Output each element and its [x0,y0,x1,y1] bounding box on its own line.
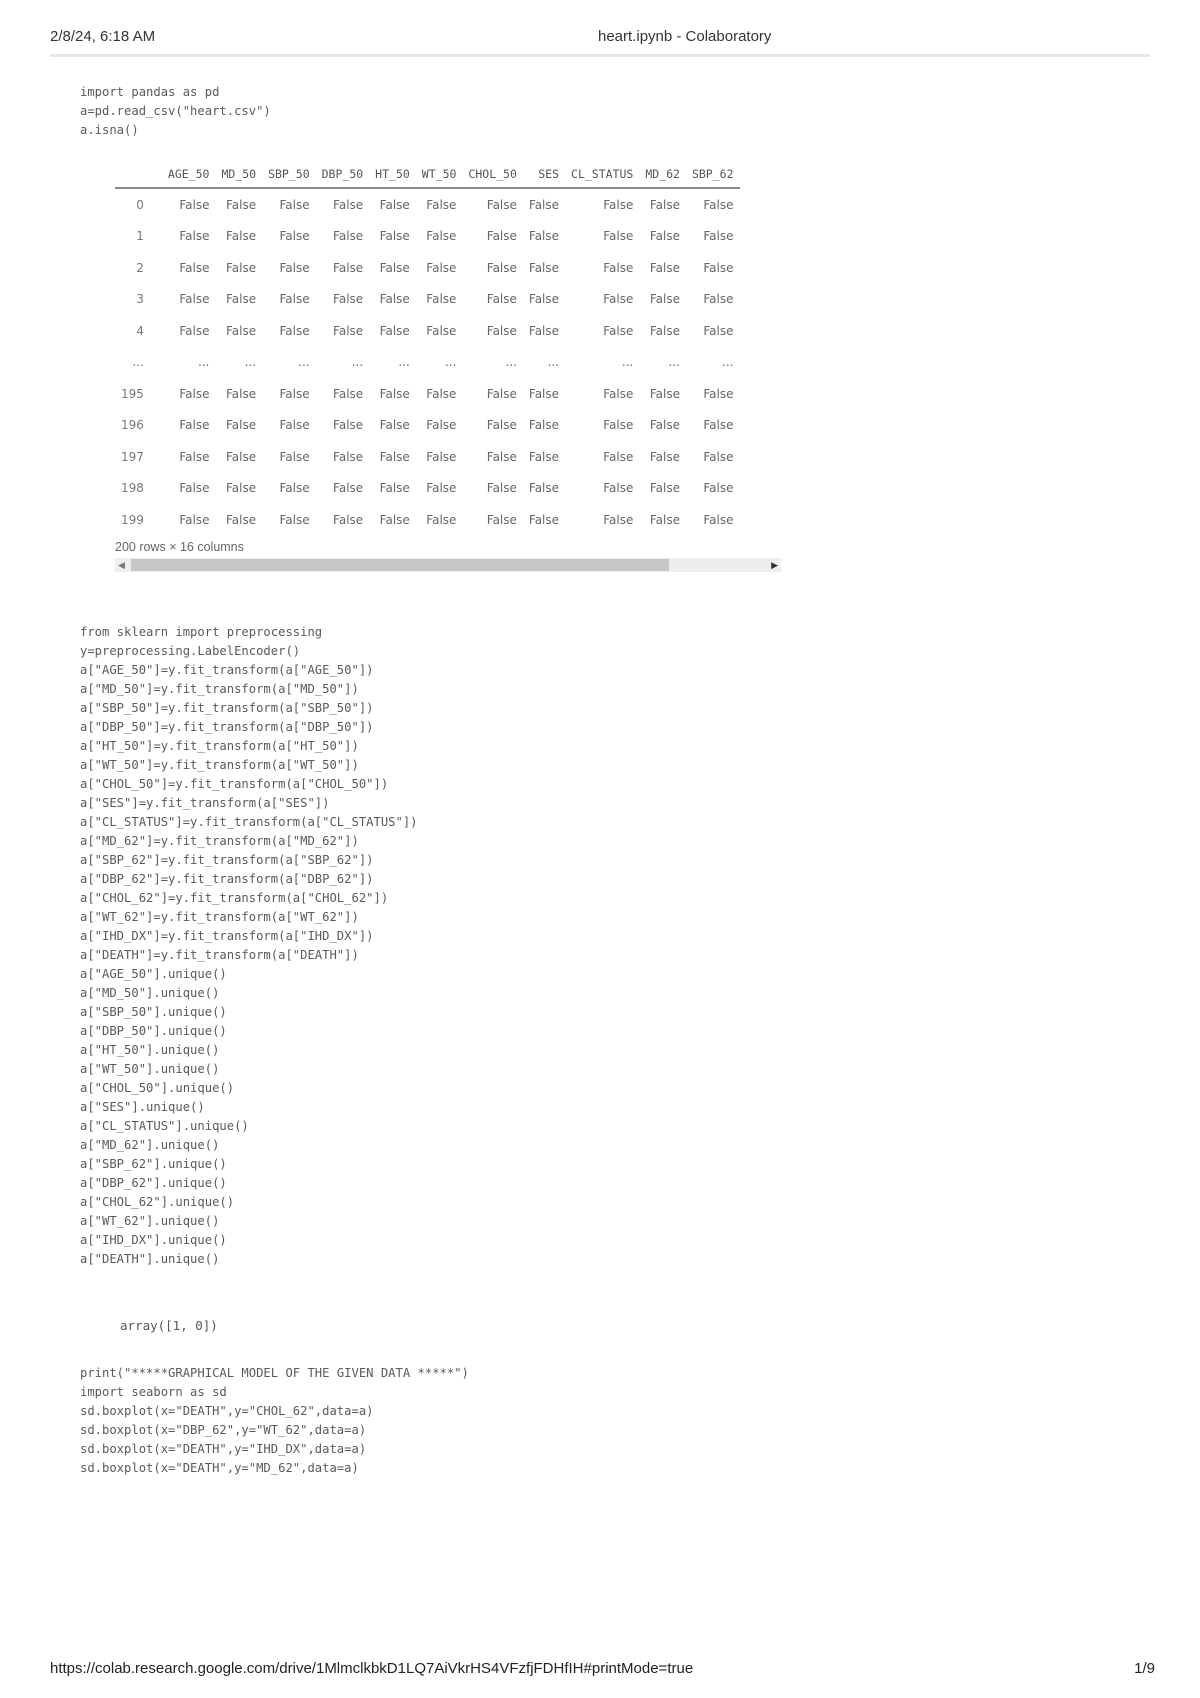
code-line: a["CL_STATUS"]=y.fit_transform(a["CL_STATUS"]) [80,815,418,829]
table-cell: False [603,481,634,496]
table-cell: False [426,197,457,212]
table-cell: False [486,260,517,275]
table-cell: False [279,418,310,433]
table-row [115,252,740,284]
row-index: 3 [136,292,144,307]
code-line: sd.boxplot(x="DEATH",y="IHD_DX",data=a) [80,1442,367,1456]
table-cell: ... [722,355,734,370]
table-cell: False [333,197,364,212]
table-cell: False [426,229,457,244]
code-line: sd.boxplot(x="DEATH",y="MD_62",data=a) [80,1461,359,1475]
index-header [115,160,162,188]
table-cell: False [179,418,210,433]
table-cell: ... [505,355,517,370]
table-cell: False [703,292,734,307]
table-cell: False [225,481,257,496]
table-cell: False [179,512,210,527]
table-cell: False [603,418,634,433]
table-cell: False [603,323,634,338]
row-index: 1 [136,229,144,244]
table-cell: False [649,512,680,527]
code-line: a["SES"]=y.fit_transform(a["SES"]) [80,796,330,810]
table-cell: False [279,197,310,212]
table-cell: False [279,481,310,496]
table-row [115,410,740,442]
table-cell: ... [244,355,257,370]
table-cell: False [528,260,560,275]
code-line: a["CHOL_62"].unique() [80,1195,235,1209]
table-row [115,315,740,347]
table-cell: False [333,512,364,527]
row-index: 2 [136,260,144,275]
code-line: from sklearn import preprocessing [80,625,323,639]
table-cell: ... [668,355,680,370]
column-header: SBP_62 [686,160,740,188]
code-line: import seaborn as sd [80,1385,227,1399]
table-cell: False [379,323,410,338]
code-line: a["MD_50"].unique() [80,986,220,1000]
code-line: a["SBP_50"].unique() [80,1005,227,1019]
table-cell: False [528,512,560,527]
table-cell: False [649,481,680,496]
table-cell: False [649,292,680,307]
column-header: DBP_50 [316,160,370,188]
row-index: 199 [121,512,144,527]
code-line: a["WT_62"].unique() [80,1214,220,1228]
table-cell: False [703,512,734,527]
code-line: a["DBP_62"]=y.fit_transform(a["DBP_62"]) [80,872,374,886]
code-line: print("*****GRAPHICAL MODEL OF THE GIVEN DATA *****") [80,1366,469,1380]
code-line: a["CHOL_62"]=y.fit_transform(a["CHOL_62"]) [80,891,389,905]
column-header: MD_62 [639,160,686,188]
header-divider [50,54,1150,57]
table-cell: False [528,418,560,433]
dataframe-shape-caption: 200 rows × 16 columns [115,539,244,554]
table-cell: False [179,292,210,307]
table-cell: False [333,449,364,464]
code-line: a["SBP_62"].unique() [80,1157,227,1171]
table-cell: False [703,260,734,275]
table-cell: False [225,292,257,307]
code-line: a["MD_50"]=y.fit_transform(a["MD_50"]) [80,682,359,696]
table-cell: False [486,292,517,307]
table-cell: False [703,481,734,496]
code-line: a["DBP_50"].unique() [80,1024,227,1038]
table-cell: False [379,512,410,527]
table-cell: False [426,323,457,338]
table-cell: False [528,386,560,401]
table-row [115,188,740,221]
table-cell: False [379,481,410,496]
table-cell: False [703,449,734,464]
table-cell: False [179,229,210,244]
table-cell: False [225,197,257,212]
table-cell: False [603,229,634,244]
table-cell: False [333,323,364,338]
scroll-left-icon[interactable]: ◀ [118,559,125,570]
code-cell-label-encoding[interactable] [80,623,418,1269]
table-cell: ... [298,355,310,370]
code-line: a["WT_50"].unique() [80,1062,220,1076]
table-row [115,504,740,536]
table-cell: False [279,386,310,401]
code-line: a["CL_STATUS"].unique() [80,1119,249,1133]
page-url: https://colab.research.google.com/drive/1MlmclkbkD1LQ7AiVkrHS4VFzfjFDHfIH#printMode=true [50,1660,694,1677]
code-line: a["AGE_50"]=y.fit_transform(a["AGE_50"]) [80,663,374,677]
table-cell: False [279,449,310,464]
table-cell: False [379,418,410,433]
table-cell: False [649,229,680,244]
table-cell: False [379,449,410,464]
table-cell: False [333,386,364,401]
table-row [115,347,740,379]
table-cell: False [279,512,310,527]
table-cell: False [486,418,517,433]
code-line: a["SBP_62"]=y.fit_transform(a["SBP_62"]) [80,853,374,867]
table-cell: False [603,292,634,307]
table-cell: False [179,197,210,212]
table-cell: False [333,418,364,433]
table-cell: False [379,229,410,244]
row-index: 196 [121,418,144,433]
table-cell: False [486,323,517,338]
code-cell-boxplots[interactable] [80,1364,469,1478]
code-line: a["MD_62"]=y.fit_transform(a["MD_62"]) [80,834,359,848]
table-cell: False [333,260,364,275]
table-row [115,221,740,253]
table-cell: False [333,481,364,496]
table-cell: False [379,260,410,275]
table-cell: ... [398,355,410,370]
code-line: y=preprocessing.LabelEncoder() [80,644,301,658]
code-line: a=pd.read_csv("heart.csv") [80,104,271,118]
table-cell: False [426,292,457,307]
row-index: 198 [121,481,144,496]
table-cell: False [225,323,257,338]
table-cell: False [703,229,734,244]
code-line: a["CHOL_50"]=y.fit_transform(a["CHOL_50"]) [80,777,389,791]
row-index: 0 [136,197,144,212]
code-line: a["DEATH"]=y.fit_transform(a["DEATH"]) [80,948,359,962]
table-cell: False [528,449,560,464]
dataframe-table [115,160,740,536]
table-cell: False [426,449,457,464]
table-cell: False [279,260,310,275]
table-cell: False [649,197,680,212]
table-cell: False [225,418,257,433]
table-cell: False [528,481,560,496]
table-cell: False [528,323,560,338]
column-header: MD_50 [215,160,262,188]
column-header: HT_50 [369,160,416,188]
code-line: a["WT_50"]=y.fit_transform(a["WT_50"]) [80,758,359,772]
table-cell: False [486,449,517,464]
table-cell: False [225,512,257,527]
table-cell: False [426,418,457,433]
code-line: a["DBP_62"].unique() [80,1176,227,1190]
code-line: a["SBP_50"]=y.fit_transform(a["SBP_50"]) [80,701,374,715]
table-cell: False [649,386,680,401]
table-cell: False [179,323,210,338]
table-cell: False [179,260,210,275]
dataframe-output [115,160,781,572]
table-cell: False [379,292,410,307]
table-cell: False [649,260,680,275]
table-cell: False [603,197,634,212]
page-title: heart.ipynb - Colaboratory [598,28,772,45]
table-cell: False [225,449,257,464]
table-cell: False [179,449,210,464]
table-cell: False [649,449,680,464]
table-cell: False [426,260,457,275]
code-line: a["IHD_DX"].unique() [80,1233,227,1247]
column-header: CHOL_50 [462,160,522,188]
row-index: 197 [121,449,144,464]
table-cell: False [279,292,310,307]
table-cell: False [486,197,517,212]
table-cell: False [603,512,634,527]
table-cell: False [225,260,257,275]
cell-output-array: array([1, 0]) [120,1318,218,1333]
print-date: 2/8/24, 6:18 AM [50,28,156,45]
table-cell: False [528,292,560,307]
column-header: SES [523,160,565,188]
table-cell: False [225,229,257,244]
page-number: 1/9 [1134,1660,1155,1677]
table-cell: False [603,260,634,275]
table-cell: False [703,386,734,401]
table-cell: False [379,197,410,212]
code-line: a["CHOL_50"].unique() [80,1081,235,1095]
table-cell: False [426,386,457,401]
table-cell: False [649,323,680,338]
table-row [115,441,740,473]
table-cell: False [703,418,734,433]
code-line: a["AGE_50"].unique() [80,967,227,981]
table-cell: False [179,386,210,401]
row-index: ... [132,355,144,370]
table-row [115,473,740,505]
table-cell: False [486,229,517,244]
table-cell: ... [351,355,364,370]
table-cell: ... [547,355,560,370]
code-line: a["DEATH"].unique() [80,1252,220,1266]
table-cell: False [603,386,634,401]
table-cell: False [486,512,517,527]
table-cell: False [528,197,560,212]
column-header: CL_STATUS [565,160,639,188]
table-row [115,284,740,316]
code-line: a["IHD_DX"]=y.fit_transform(a["IHD_DX"]) [80,929,374,943]
table-cell: False [426,481,457,496]
table-cell: False [603,449,634,464]
column-header: WT_50 [416,160,463,188]
scroll-right-icon[interactable]: ▶ [771,559,778,570]
code-line: sd.boxplot(x="DBP_62",y="WT_62",data=a) [80,1423,367,1437]
code-cell-read-csv[interactable] [80,83,271,140]
code-line: a["MD_62"].unique() [80,1138,220,1152]
table-cell: ... [621,355,634,370]
code-line: a["HT_50"].unique() [80,1043,220,1057]
code-line: a["WT_62"]=y.fit_transform(a["WT_62"]) [80,910,359,924]
table-cell: False [279,323,310,338]
code-line: a["SES"].unique() [80,1100,205,1114]
table-cell: False [486,481,517,496]
table-cell: False [649,418,680,433]
column-header: AGE_50 [162,160,216,188]
table-cell: False [703,197,734,212]
table-cell: False [426,512,457,527]
code-line: sd.boxplot(x="DEATH",y="CHOL_62",data=a) [80,1404,374,1418]
table-cell: False [333,292,364,307]
code-line: a["HT_50"]=y.fit_transform(a["HT_50"]) [80,739,359,753]
table-cell: False [279,229,310,244]
table-cell: False [486,386,517,401]
column-header: SBP_50 [262,160,316,188]
horizontal-scrollbar[interactable] [115,558,781,572]
table-cell: False [179,481,210,496]
row-index: 195 [121,386,144,401]
table-cell: ... [198,355,210,370]
table-cell: False [333,229,364,244]
table-cell: False [379,386,410,401]
code-line: a.isna() [80,123,139,137]
code-line: import pandas as pd [80,85,220,99]
scrollbar-thumb[interactable] [131,559,669,571]
table-cell: ... [444,355,457,370]
table-cell: False [528,229,560,244]
code-line: a["DBP_50"]=y.fit_transform(a["DBP_50"]) [80,720,374,734]
table-cell: False [703,323,734,338]
table-row [115,378,740,410]
table-cell: False [225,386,257,401]
row-index: 4 [136,323,144,338]
